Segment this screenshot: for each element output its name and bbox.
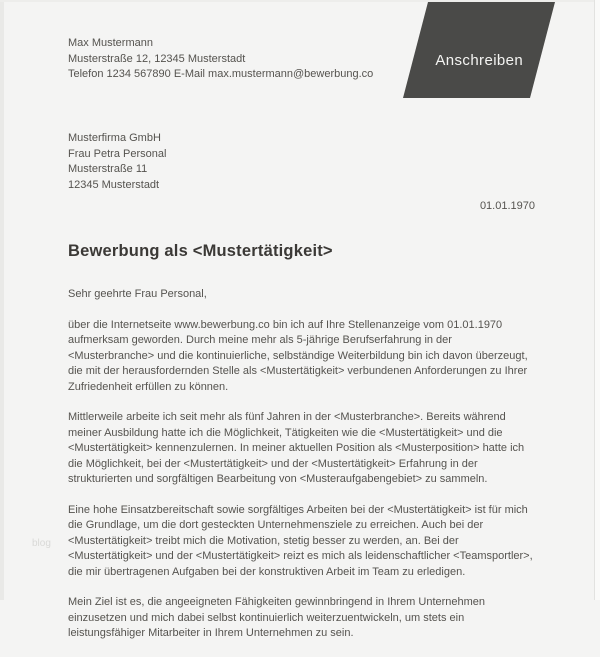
recipient-city: 12345 Musterstadt — [68, 178, 160, 191]
banner-label: Anschreiben — [435, 51, 523, 69]
sender-address: Musterstraße 12, 12345 Musterstadt — [68, 52, 246, 65]
recipient-company: Musterfirma GmbH — [68, 132, 161, 144]
letter-body — [68, 287, 538, 657]
paragraph-experience: Mittlerweile arbeite ich seit mehr als fünf Jahren in der <Musterbranche>. Bereits während meiner Ausbildung hatte ich die Möglichkeit, Tätigkeiten wie die <Mustertätigkeit> und die <Mustertätigkeit> kennenzulernen. In meiner aktuellen Position als <Musterposition> hatte ich die Möglichkeit, bei der <Mustertätigkeit> und der <Mustertätigkeit> Erfahrung in der strukturierten und sorgfältigen Bearbeitung von <Musteraufgabengebiet> zu sammeln. — [68, 411, 525, 485]
subject-line: Bewerbung als <Mustertätigkeit> — [68, 242, 333, 260]
paragraph-intro: über die Internetseite www.bewerbung.co bin ich auf Ihre Stellenanzeige vom 01.01.1970 aufmerksam geworden. Durch meine mehr als 5-jährige Berufserfahrung in der <Musterbranche> und die kontinuierliche, selbständige Weiterbildung bin ich davon überzeugt, die mit der herausfordernden Stelle als <Mustertätigkeit> verbundenen Anforderungen zu Ihrer Zufriedenheit erfüllen zu können. — [68, 318, 528, 393]
sender-name: Max Mustermann — [68, 37, 153, 49]
page-right-border — [594, 0, 600, 600]
letter-date: 01.01.1970 — [479, 200, 535, 212]
recipient-block — [68, 131, 166, 193]
blog-watermark: blog — [32, 538, 51, 549]
paragraph-motivation: Eine hohe Einsatzbereitschaft sowie sorgfältiges Arbeiten bei der <Mustertätigkeit> ist für mich die Grundlage, um die dort gesteckten Unternehmensziele zu erreichen. Auch bei der <Mustertätigkeit> treibt mich die Motivation, stetig besser zu werden, an. Bei der <Mustertätigkeit> und der <Mustertätigkeit> reizt es mich als leidenschaftlicher <Teamsportler>, die mir übertragenen Aufgaben bei der konstruktiven Arbeit im Team zu erledigen. — [68, 503, 533, 578]
sender-block — [68, 36, 373, 83]
anschreiben-banner — [403, 2, 555, 98]
recipient-street: Musterstraße 11 — [68, 163, 148, 175]
recipient-contact-person: Frau Petra Personal — [68, 147, 167, 160]
page-left-border — [0, 0, 4, 600]
salutation: Sehr geehrte Frau Personal, — [68, 288, 207, 300]
paragraph-goal: Mein Ziel ist es, die angeeigneten Fähigkeiten gewinnbringend in Ihrem Unternehmen einzusetzen und mich dabei selbst kontinuierlich weiterzuentwickeln, um stets ein leistungsfähiger Mitarbeiter in Ihrem Unternehmen zu sein. — [68, 596, 486, 639]
sender-contact: Telefon 1234 567890 E-Mail max.mustermann@bewerbung.co — [68, 68, 374, 80]
